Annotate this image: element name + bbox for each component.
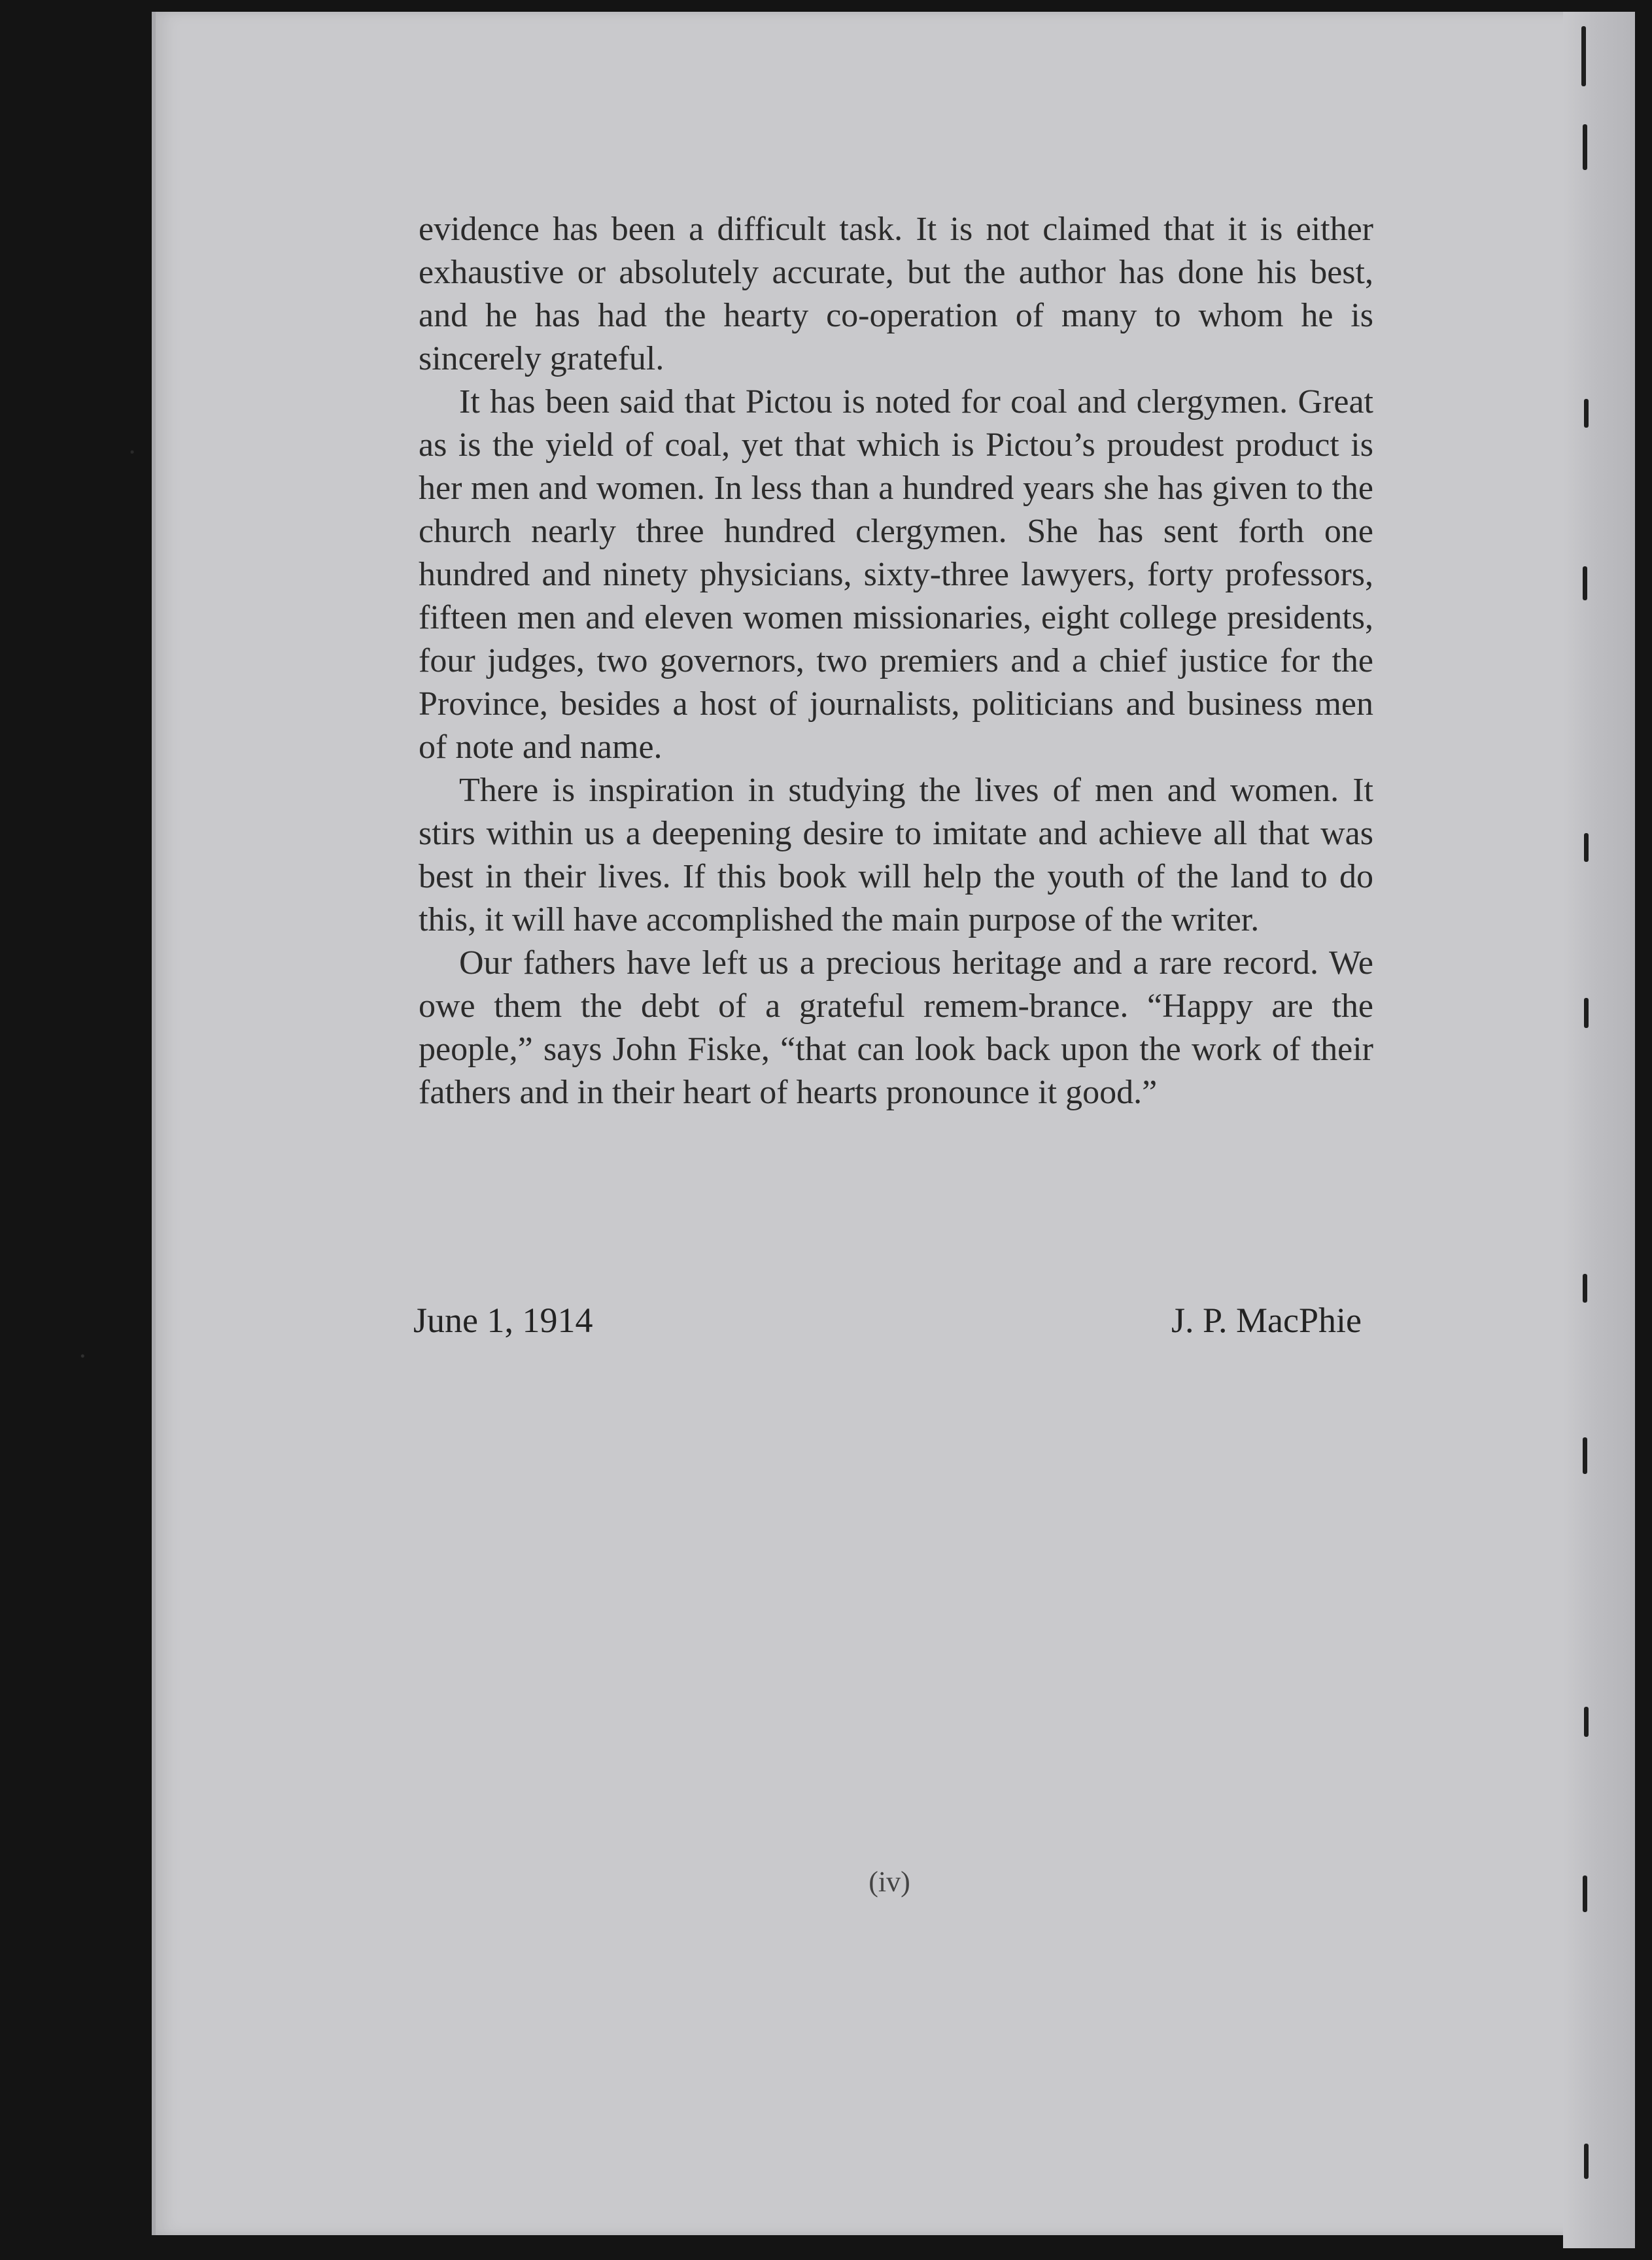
paragraph-1: evidence has been a difficult task. It is not claimed that it is either exhaustive or absolutely accurate, but the author has done his best, and he has had the hearty co-operation of many to whom he is sincerely grateful. (419, 211, 1373, 377)
signature-line (413, 1300, 1362, 1341)
paragraph-3: There is inspiration in studying the lives of men and women. It stirs within us a deepening desire to imitate and achieve all that was best in their lives. If this book will help the youth of the land to do this, it will have accomplished the main purpose of the writer. (419, 772, 1373, 938)
edge-mark (1583, 1875, 1587, 1912)
edge-mark (1584, 399, 1589, 428)
author-signature: J. P. MacPhie (1171, 1301, 1362, 1340)
edge-mark (1584, 998, 1589, 1028)
edge-mark (1584, 833, 1589, 862)
paragraph-2: It has been said that Pictou is noted for coal and clergymen. Great as is the yield of coal, yet that which is Pictou’s proudest product is her men and women. In less than a hundred years she has given to the church nearly three hundred clergymen. She has sent forth one hundred and ninety physicians, sixty-three lawyers, forty professors, fifteen men and eleven women missionaries, eight college presidents, four judges, two governors, two premiers and a chief justice for the Province, besides a host of journalists, politicians and business men of note and name. (419, 383, 1373, 766)
page-number: (iv) (869, 1866, 910, 1898)
body-text (419, 208, 1373, 1114)
page-right-edge (1563, 12, 1635, 2248)
edge-mark (1581, 26, 1586, 86)
edge-mark (1583, 124, 1587, 170)
paragraph-4: Our fathers have left us a precious heritage and a rare record. We owe them the debt of a grateful remem-brance. “Happy are the people,” says John Fiske, “that can look back upon the work of their fathers and in their heart of hearts pronounce it good.” (419, 944, 1373, 1111)
edge-mark (1583, 566, 1587, 600)
edge-mark (1584, 2144, 1589, 2179)
edge-mark (1584, 1707, 1589, 1737)
edge-mark (1583, 1274, 1587, 1303)
edge-mark (1583, 1437, 1587, 1474)
date: June 1, 1914 (413, 1301, 593, 1340)
